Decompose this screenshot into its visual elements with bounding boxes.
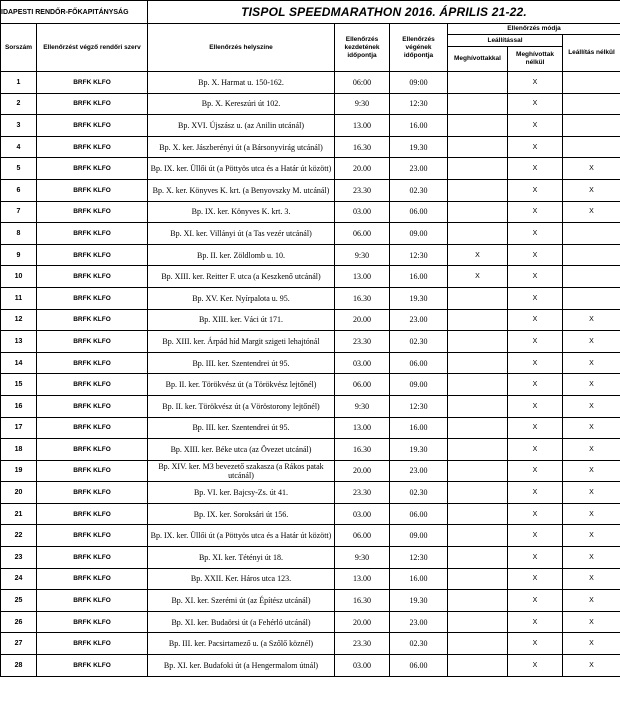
table-row <box>1 72 620 94</box>
row-org: BRFK KLFO <box>37 201 148 223</box>
table-row <box>1 136 620 158</box>
row-start-time: 06:00 <box>335 72 390 94</box>
row-mark-invited: X <box>448 266 508 288</box>
row-mark-no-invited: X <box>508 590 563 612</box>
row-mark-no-stop: X <box>563 590 620 612</box>
row-location: Bp. III. ker. Szentendrei út 95. <box>148 417 335 439</box>
row-location: Bp. XVI. Újszász u. (az Anilin utcánál) <box>148 115 335 137</box>
row-mark-invited <box>448 158 508 180</box>
row-mark-no-stop: X <box>563 482 620 504</box>
row-org: BRFK KLFO <box>37 309 148 331</box>
row-mark-invited <box>448 309 508 331</box>
row-location: Bp. XIII. ker. Reitter F. utca (a Keszkenő utcánál) <box>148 266 335 288</box>
row-mark-invited <box>448 374 508 396</box>
row-end-time: 09.00 <box>390 525 448 547</box>
row-mark-no-invited: X <box>508 439 563 461</box>
row-mark-invited <box>448 331 508 353</box>
row-org: BRFK KLFO <box>37 482 148 504</box>
row-mark-no-invited: X <box>508 417 563 439</box>
row-number: 27 <box>1 633 37 655</box>
row-mark-no-invited: X <box>508 611 563 633</box>
row-org: BRFK KLFO <box>37 395 148 417</box>
row-mark-no-stop <box>563 136 620 158</box>
row-end-time: 02.30 <box>390 179 448 201</box>
col-no-invited: Meghívottak nélkül <box>508 47 563 72</box>
col-start: Ellenőrzés kezdetének időpontja <box>335 24 390 72</box>
table-row <box>1 266 620 288</box>
row-org: BRFK KLFO <box>37 223 148 245</box>
row-mark-no-invited: X <box>508 352 563 374</box>
row-number: 28 <box>1 655 37 677</box>
row-start-time: 20.00 <box>335 309 390 331</box>
row-location: Bp. II. ker. Törökvész út (a Törökvész lejtőnél) <box>148 374 335 396</box>
row-start-time: 13.00 <box>335 417 390 439</box>
row-mark-no-stop: X <box>563 633 620 655</box>
row-mark-no-stop: X <box>563 395 620 417</box>
row-mark-invited <box>448 482 508 504</box>
row-start-time: 16.30 <box>335 136 390 158</box>
row-end-time: 23.00 <box>390 158 448 180</box>
table-row <box>1 655 620 677</box>
row-start-time: 20.00 <box>335 460 390 482</box>
row-mark-invited <box>448 503 508 525</box>
row-mark-no-invited: X <box>508 201 563 223</box>
row-mark-no-invited: X <box>508 72 563 94</box>
row-end-time: 09:00 <box>390 72 448 94</box>
row-org: BRFK KLFO <box>37 179 148 201</box>
row-location: Bp. XI. ker. Budaörsi út (a Fehérló utcánál) <box>148 611 335 633</box>
row-org: BRFK KLFO <box>37 590 148 612</box>
row-number: 7 <box>1 201 37 223</box>
row-org: BRFK KLFO <box>37 72 148 94</box>
row-mark-no-invited: X <box>508 287 563 309</box>
row-start-time: 20.00 <box>335 158 390 180</box>
row-mark-invited <box>448 439 508 461</box>
row-mark-invited <box>448 93 508 115</box>
row-end-time: 12:30 <box>390 547 448 569</box>
row-mark-no-invited: X <box>508 395 563 417</box>
row-org: BRFK KLFO <box>37 331 148 353</box>
row-number: 18 <box>1 439 37 461</box>
row-org: BRFK KLFO <box>37 136 148 158</box>
row-mark-no-stop <box>563 244 620 266</box>
row-start-time: 16.30 <box>335 439 390 461</box>
row-number: 1 <box>1 72 37 94</box>
row-mark-no-invited: X <box>508 568 563 590</box>
col-sorszam: Sorszám <box>1 24 37 72</box>
row-org: BRFK KLFO <box>37 93 148 115</box>
row-number: 25 <box>1 590 37 612</box>
table-row <box>1 439 620 461</box>
row-end-time: 16.00 <box>390 266 448 288</box>
row-location: Bp. IX. ker. Könyves K. krt. 3. <box>148 201 335 223</box>
row-location: Bp. XXII. Ker. Háros utca 123. <box>148 568 335 590</box>
row-mark-no-stop: X <box>563 374 620 396</box>
table-row <box>1 503 620 525</box>
row-location: Bp. IX. ker. Üllői út (a Pöttyös utca és a Határ út között) <box>148 525 335 547</box>
row-mark-no-stop: X <box>563 547 620 569</box>
row-end-time: 16.00 <box>390 417 448 439</box>
row-start-time: 06.00 <box>335 223 390 245</box>
row-mark-no-stop <box>563 72 620 94</box>
row-mark-invited <box>448 352 508 374</box>
table-row <box>1 460 620 482</box>
row-location: Bp. XI. ker. Szerémi út (az Építész utcánál) <box>148 590 335 612</box>
table-row <box>1 115 620 137</box>
row-location: Bp. X. ker. Jászberényi út (a Bársonyvirág utcánál) <box>148 136 335 158</box>
row-end-time: 12:30 <box>390 395 448 417</box>
row-start-time: 9:30 <box>335 547 390 569</box>
org-name <box>1 1 148 24</box>
col-end: Ellenőrzés végének időpontja <box>390 24 448 72</box>
row-start-time: 16.30 <box>335 287 390 309</box>
row-mark-invited <box>448 136 508 158</box>
row-location: Bp. X. ker. Könyves K. krt. (a Benyovszky M. utcánál) <box>148 179 335 201</box>
row-number: 4 <box>1 136 37 158</box>
table-row <box>1 568 620 590</box>
row-end-time: 12:30 <box>390 93 448 115</box>
row-number: 5 <box>1 158 37 180</box>
col-invited: Meghívottakkal <box>448 47 508 72</box>
row-mark-invited <box>448 223 508 245</box>
table-row <box>1 179 620 201</box>
row-mark-no-invited: X <box>508 525 563 547</box>
row-mark-no-invited: X <box>508 547 563 569</box>
row-start-time: 03.00 <box>335 503 390 525</box>
row-mark-invited <box>448 655 508 677</box>
table-row <box>1 158 620 180</box>
row-org: BRFK KLFO <box>37 611 148 633</box>
row-end-time: 23.00 <box>390 460 448 482</box>
table-row <box>1 547 620 569</box>
row-start-time: 23.30 <box>335 331 390 353</box>
row-start-time: 13.00 <box>335 266 390 288</box>
row-org: BRFK KLFO <box>37 460 148 482</box>
row-org: BRFK KLFO <box>37 244 148 266</box>
col-org: Ellenőrzést végző rendőri szerv <box>37 24 148 72</box>
row-mark-no-stop: X <box>563 417 620 439</box>
table-body <box>1 72 620 677</box>
table-row <box>1 482 620 504</box>
table-row <box>1 611 620 633</box>
row-location: Bp. III. ker. Pacsirtamező u. (a Szőlő köznél) <box>148 633 335 655</box>
row-mark-no-invited: X <box>508 460 563 482</box>
col-no-stop: Leállítás nélkül <box>563 35 620 72</box>
row-org: BRFK KLFO <box>37 439 148 461</box>
row-location: Bp. XV. Ker. Nyírpalota u. 95. <box>148 287 335 309</box>
row-mark-invited <box>448 417 508 439</box>
row-mark-invited <box>448 611 508 633</box>
row-end-time: 16.00 <box>390 568 448 590</box>
row-org: BRFK KLFO <box>37 266 148 288</box>
row-end-time: 23.00 <box>390 611 448 633</box>
row-org: BRFK KLFO <box>37 352 148 374</box>
row-start-time: 16.30 <box>335 590 390 612</box>
row-mark-no-stop: X <box>563 568 620 590</box>
row-start-time: 23.30 <box>335 633 390 655</box>
row-number: 26 <box>1 611 37 633</box>
row-mark-invited <box>448 633 508 655</box>
row-number: 19 <box>1 460 37 482</box>
row-end-time: 06.00 <box>390 503 448 525</box>
row-mark-no-stop <box>563 287 620 309</box>
row-start-time: 06.00 <box>335 374 390 396</box>
row-mark-no-invited: X <box>508 655 563 677</box>
row-end-time: 02.30 <box>390 331 448 353</box>
table-row <box>1 93 620 115</box>
row-number: 20 <box>1 482 37 504</box>
row-start-time: 9:30 <box>335 93 390 115</box>
row-mark-no-stop: X <box>563 503 620 525</box>
row-location: Bp. VI. ker. Bajcsy-Zs. út 41. <box>148 482 335 504</box>
table-row <box>1 417 620 439</box>
row-location: Bp. IX. ker. Soroksári út 156. <box>148 503 335 525</box>
row-end-time: 09.00 <box>390 374 448 396</box>
row-end-time: 02.30 <box>390 482 448 504</box>
row-number: 24 <box>1 568 37 590</box>
row-mark-no-stop: X <box>563 309 620 331</box>
row-mark-no-stop: X <box>563 460 620 482</box>
row-end-time: 19.30 <box>390 136 448 158</box>
row-mark-invited <box>448 568 508 590</box>
row-number: 10 <box>1 266 37 288</box>
table-row <box>1 223 620 245</box>
row-number: 12 <box>1 309 37 331</box>
row-org: BRFK KLFO <box>37 374 148 396</box>
row-location: Bp. II. ker. Törökvész út (a Vöröstorony lejtőnél) <box>148 395 335 417</box>
row-org: BRFK KLFO <box>37 547 148 569</box>
org-name-text: IDAPESTI RENDŐR-FŐKAPITÁNYSÁG <box>1 8 129 16</box>
row-mark-invited <box>448 201 508 223</box>
row-mark-invited <box>448 72 508 94</box>
table-row <box>1 525 620 547</box>
row-location: Bp. X. Harmat u. 150-162. <box>148 72 335 94</box>
row-start-time: 13.00 <box>335 115 390 137</box>
row-mark-invited <box>448 547 508 569</box>
row-end-time: 12:30 <box>390 244 448 266</box>
row-number: 21 <box>1 503 37 525</box>
row-number: 22 <box>1 525 37 547</box>
row-number: 17 <box>1 417 37 439</box>
row-start-time: 9:30 <box>335 244 390 266</box>
row-mark-no-invited: X <box>508 374 563 396</box>
table-row <box>1 395 620 417</box>
row-mark-no-invited: X <box>508 503 563 525</box>
row-mark-no-stop: X <box>563 201 620 223</box>
row-org: BRFK KLFO <box>37 417 148 439</box>
row-location: Bp. X. Kereszúri út 102. <box>148 93 335 115</box>
row-end-time: 02.30 <box>390 633 448 655</box>
row-end-time: 06.00 <box>390 201 448 223</box>
row-mark-no-stop: X <box>563 655 620 677</box>
row-org: BRFK KLFO <box>37 158 148 180</box>
row-number: 14 <box>1 352 37 374</box>
row-mark-no-invited: X <box>508 115 563 137</box>
row-mark-invited: X <box>448 244 508 266</box>
col-mode: Ellenőrzés módja <box>448 24 620 35</box>
row-number: 13 <box>1 331 37 353</box>
row-start-time: 20.00 <box>335 611 390 633</box>
row-mark-invited <box>448 287 508 309</box>
row-mark-no-stop: X <box>563 352 620 374</box>
row-mark-no-stop <box>563 223 620 245</box>
row-mark-no-invited: X <box>508 223 563 245</box>
row-end-time: 09.00 <box>390 223 448 245</box>
row-mark-invited <box>448 395 508 417</box>
row-mark-invited <box>448 525 508 547</box>
row-end-time: 19.30 <box>390 590 448 612</box>
row-end-time: 16.00 <box>390 115 448 137</box>
col-with-stop: Leállítással <box>448 35 563 47</box>
row-org: BRFK KLFO <box>37 655 148 677</box>
row-mark-no-stop: X <box>563 525 620 547</box>
row-number: 15 <box>1 374 37 396</box>
row-mark-invited <box>448 460 508 482</box>
row-start-time: 03.00 <box>335 201 390 223</box>
row-number: 9 <box>1 244 37 266</box>
row-mark-no-stop: X <box>563 439 620 461</box>
row-number: 3 <box>1 115 37 137</box>
row-mark-no-invited: X <box>508 482 563 504</box>
row-location: Bp. XI. ker. Villányi út (a Tas vezér utcánál) <box>148 223 335 245</box>
row-end-time: 06.00 <box>390 352 448 374</box>
row-start-time: 06.00 <box>335 525 390 547</box>
row-number: 2 <box>1 93 37 115</box>
row-end-time: 06.00 <box>390 655 448 677</box>
row-number: 8 <box>1 223 37 245</box>
row-org: BRFK KLFO <box>37 568 148 590</box>
row-mark-no-invited: X <box>508 266 563 288</box>
row-mark-no-invited: X <box>508 633 563 655</box>
row-start-time: 9:30 <box>335 395 390 417</box>
row-mark-invited <box>448 115 508 137</box>
row-location: Bp. IX. ker. Üllői út (a Pöttyös utca és a Határ út között) <box>148 158 335 180</box>
table-row <box>1 374 620 396</box>
table-row <box>1 244 620 266</box>
row-org: BRFK KLFO <box>37 633 148 655</box>
row-org: BRFK KLFO <box>37 115 148 137</box>
row-org: BRFK KLFO <box>37 525 148 547</box>
row-location: Bp. III. ker. Szentendrei út 95. <box>148 352 335 374</box>
row-location: Bp. XIII. ker. Béke utca (az Övezet utcánál) <box>148 439 335 461</box>
row-end-time: 23.00 <box>390 309 448 331</box>
row-mark-no-invited: X <box>508 179 563 201</box>
row-start-time: 23.30 <box>335 179 390 201</box>
row-mark-no-stop <box>563 266 620 288</box>
row-mark-no-invited: X <box>508 93 563 115</box>
row-org: BRFK KLFO <box>37 287 148 309</box>
row-mark-invited <box>448 179 508 201</box>
row-mark-no-invited: X <box>508 158 563 180</box>
table-row <box>1 590 620 612</box>
col-location: Ellenőrzés helyszíne <box>148 24 335 72</box>
row-end-time: 19.30 <box>390 439 448 461</box>
table-row <box>1 287 620 309</box>
row-location: Bp. XIV. ker. M3 bevezető szakasza (a Rákos patak utcánál) <box>148 460 335 482</box>
row-start-time: 23.30 <box>335 482 390 504</box>
row-mark-no-invited: X <box>508 331 563 353</box>
row-end-time: 19.30 <box>390 287 448 309</box>
table-row <box>1 309 620 331</box>
row-location: Bp. XIII. ker. Árpád híd Margit szigeti lehajtónál <box>148 331 335 353</box>
row-mark-no-invited: X <box>508 244 563 266</box>
page-title: TISPOL SPEEDMARATHON 2016. ÁPRILIS 21-22. <box>148 1 620 24</box>
row-mark-no-stop <box>563 93 620 115</box>
row-mark-no-stop: X <box>563 179 620 201</box>
table-row <box>1 331 620 353</box>
row-org: BRFK KLFO <box>37 503 148 525</box>
row-location: Bp. XIII. ker. Váci út 171. <box>148 309 335 331</box>
row-number: 16 <box>1 395 37 417</box>
row-number: 6 <box>1 179 37 201</box>
row-number: 23 <box>1 547 37 569</box>
row-start-time: 03.00 <box>335 352 390 374</box>
row-start-time: 13.00 <box>335 568 390 590</box>
row-mark-no-stop: X <box>563 331 620 353</box>
row-location: Bp. XI. ker. Tétényi út 18. <box>148 547 335 569</box>
row-mark-no-invited: X <box>508 309 563 331</box>
row-mark-no-invited: X <box>508 136 563 158</box>
row-number: 11 <box>1 287 37 309</box>
row-location: Bp. II. ker. Zöldlomb u. 10. <box>148 244 335 266</box>
row-mark-no-stop <box>563 115 620 137</box>
table-row <box>1 633 620 655</box>
row-start-time: 03.00 <box>335 655 390 677</box>
row-mark-invited <box>448 590 508 612</box>
row-location: Bp. XI. ker. Budafoki út (a Hengermalom útnál) <box>148 655 335 677</box>
table-row <box>1 352 620 374</box>
table-row <box>1 201 620 223</box>
row-mark-no-stop: X <box>563 611 620 633</box>
row-mark-no-stop: X <box>563 158 620 180</box>
